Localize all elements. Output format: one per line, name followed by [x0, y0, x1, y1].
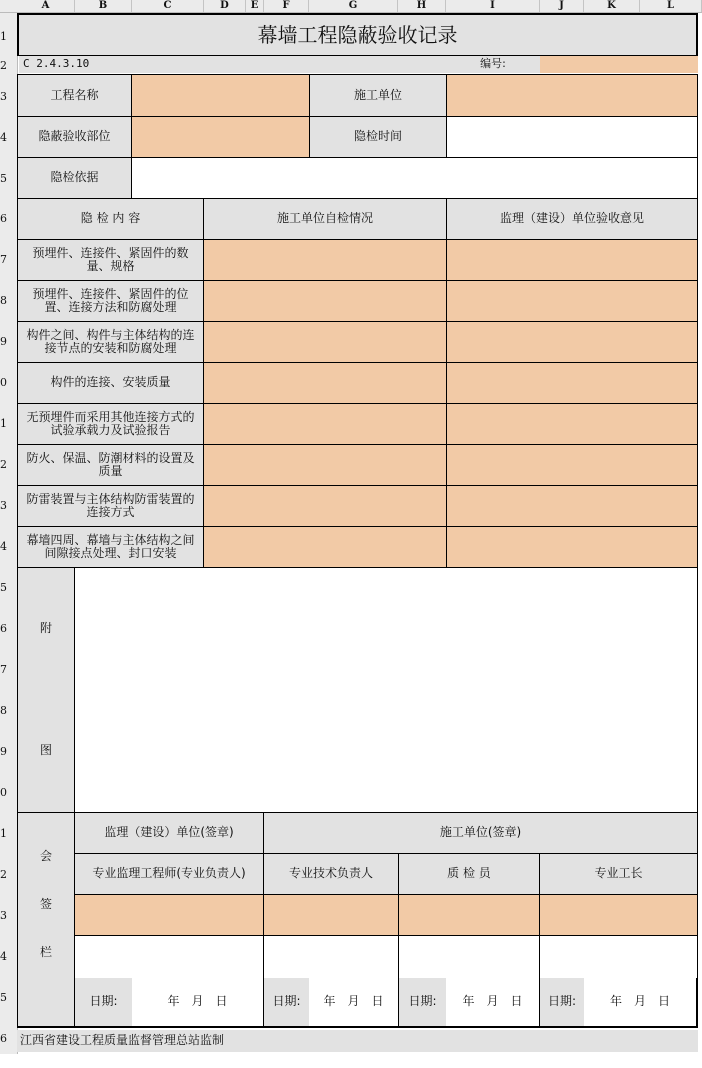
row-header-24[interactable]: 4 — [0, 950, 7, 963]
row-header-22[interactable]: 2 — [0, 868, 7, 881]
column-header-a[interactable]: A — [17, 0, 75, 12]
date-value[interactable]: 年 月 日 — [132, 978, 264, 1028]
column-header-j[interactable]: J — [540, 0, 584, 12]
form-code[interactable]: C 2.4.3.10 — [19, 56, 446, 73]
role-foreman[interactable]: 专业工长 — [540, 854, 698, 895]
item-label[interactable]: 防火、保温、防潮材料的设置及质量 — [17, 445, 204, 486]
item-supervision-input[interactable] — [447, 322, 698, 363]
row-header-1[interactable]: 1 — [0, 30, 7, 43]
column-header-d[interactable]: D — [204, 0, 246, 12]
inspection-time-input[interactable] — [447, 117, 698, 158]
sign-char-3: 栏 — [39, 944, 52, 959]
row-header-14[interactable]: 4 — [0, 540, 7, 553]
row-header-5[interactable]: 5 — [0, 172, 7, 185]
column-header-bar — [0, 0, 702, 13]
construction-unit-seal-label[interactable]: 施工单位(签章) — [264, 813, 698, 854]
column-header-c[interactable]: C — [132, 0, 204, 12]
item-supervision-input[interactable] — [447, 404, 698, 445]
inspection-basis-input[interactable] — [132, 158, 698, 199]
column-header-l[interactable]: L — [640, 0, 702, 12]
item-label[interactable]: 幕墙四周、幕墙与主体结构之间间隙接点处理、封口安装 — [17, 527, 204, 568]
construction-unit-input[interactable] — [447, 74, 698, 117]
column-header-b[interactable]: B — [75, 0, 132, 12]
row-header-10[interactable]: 0 — [0, 376, 7, 389]
row-header-17[interactable]: 7 — [0, 663, 7, 676]
supervision-unit-seal-label[interactable]: 监理（建设）单位(签章) — [75, 813, 264, 854]
item-label[interactable]: 防雷装置与主体结构防雷装置的连接方式 — [17, 486, 204, 527]
item-supervision-input[interactable] — [447, 445, 698, 486]
sign-char-1: 会 — [39, 849, 52, 864]
row-header-11[interactable]: 1 — [0, 417, 7, 430]
item-supervision-input[interactable] — [447, 486, 698, 527]
column-header-g[interactable]: G — [309, 0, 398, 12]
item-self-check-input[interactable] — [204, 404, 447, 445]
signature-input[interactable] — [264, 895, 399, 936]
signature-input[interactable] — [540, 895, 698, 936]
inspection-basis-label[interactable]: 隐检依据 — [17, 158, 132, 199]
column-header-k[interactable]: K — [584, 0, 640, 12]
sign-label — [17, 813, 75, 1028]
attachment-char-2: 图 — [39, 743, 52, 758]
date-value[interactable]: 年 月 日 — [446, 978, 540, 1028]
item-label[interactable]: 构件的连接、安装质量 — [17, 363, 204, 404]
item-supervision-input[interactable] — [447, 527, 698, 568]
item-self-check-input[interactable] — [204, 281, 447, 322]
date-value[interactable]: 年 月 日 — [309, 978, 399, 1028]
column-header-f[interactable]: F — [264, 0, 309, 12]
form-title[interactable]: 幕墙工程隐蔽验收记录 — [17, 13, 698, 56]
row-header-bar — [0, 13, 18, 1054]
item-self-check-input[interactable] — [204, 240, 447, 281]
date-label: 日期: — [399, 978, 446, 1028]
row-header-16[interactable]: 6 — [0, 622, 7, 635]
number-label[interactable]: 编号: — [446, 56, 540, 73]
item-label[interactable]: 预埋件、连接件、紧固件的数量、规格 — [17, 240, 204, 281]
column-header-i[interactable]: I — [446, 0, 540, 12]
row-header-26[interactable]: 6 — [0, 1032, 7, 1045]
attachment-char-1: 附 — [39, 621, 52, 636]
row-header-7[interactable]: 7 — [0, 253, 7, 266]
signature-input[interactable] — [75, 895, 264, 936]
signature-space[interactable] — [264, 936, 399, 978]
item-label[interactable]: 预埋件、连接件、紧固件的位置、连接方法和防腐处理 — [17, 281, 204, 322]
role-supervision-engineer[interactable]: 专业监理工程师(专业负责人) — [75, 854, 264, 895]
row-header-3[interactable]: 3 — [0, 90, 7, 103]
header-self-check[interactable]: 施工单位自检情况 — [204, 199, 447, 240]
item-self-check-input[interactable] — [204, 445, 447, 486]
sign-char-2: 签 — [39, 896, 52, 911]
signature-space[interactable] — [540, 936, 698, 978]
row-header-13[interactable]: 3 — [0, 499, 7, 512]
item-self-check-input[interactable] — [204, 527, 447, 568]
row-header-12[interactable]: 2 — [0, 458, 7, 471]
role-technical-lead[interactable]: 专业技术负责人 — [264, 854, 399, 895]
row-header-21[interactable]: 1 — [0, 827, 7, 840]
signature-space[interactable] — [399, 936, 540, 978]
concealed-part-label[interactable]: 隐蔽验收部位 — [17, 117, 132, 158]
date-label: 日期: — [75, 978, 132, 1028]
row-header-19[interactable]: 9 — [0, 745, 7, 758]
row-header-23[interactable]: 3 — [0, 909, 7, 922]
project-name-input[interactable] — [132, 74, 310, 117]
item-supervision-input[interactable] — [447, 363, 698, 404]
date-value[interactable]: 年 月 日 — [584, 978, 698, 1028]
row-header-20[interactable]: 0 — [0, 786, 7, 799]
footer-issuer[interactable]: 江西省建设工程质量监督管理总站监制 — [17, 1030, 698, 1052]
signature-space[interactable] — [75, 936, 264, 978]
row-header-6[interactable]: 6 — [0, 212, 7, 225]
item-supervision-input[interactable] — [447, 281, 698, 322]
number-input[interactable] — [540, 56, 698, 73]
construction-unit-label[interactable]: 施工单位 — [310, 74, 447, 117]
header-content[interactable]: 隐 检 内 容 — [17, 199, 204, 240]
concealed-part-input[interactable] — [132, 117, 310, 158]
item-self-check-input[interactable] — [204, 363, 447, 404]
inspection-time-label[interactable]: 隐检时间 — [310, 117, 447, 158]
item-self-check-input[interactable] — [204, 322, 447, 363]
row-header-4[interactable]: 4 — [0, 131, 7, 144]
row-header-2[interactable]: 2 — [0, 59, 7, 72]
row-header-8[interactable]: 8 — [0, 294, 7, 307]
attachment-label — [17, 568, 75, 813]
row-header-9[interactable]: 9 — [0, 335, 7, 348]
column-header-e[interactable]: E — [246, 0, 264, 12]
project-name-label[interactable]: 工程名称 — [17, 74, 132, 117]
signature-input[interactable] — [399, 895, 540, 936]
row-header-15[interactable]: 5 — [0, 581, 7, 594]
row-header-25[interactable]: 5 — [0, 991, 7, 1004]
item-label[interactable]: 无预埋件而采用其他连接方式的试验承载力及试验报告 — [17, 404, 204, 445]
date-label: 日期: — [264, 978, 309, 1028]
item-supervision-input[interactable] — [447, 240, 698, 281]
item-self-check-input[interactable] — [204, 486, 447, 527]
date-label: 日期: — [540, 978, 584, 1028]
item-label[interactable]: 构件之间、构件与主体结构的连接节点的安装和防腐处理 — [17, 322, 204, 363]
column-header-h[interactable]: H — [398, 0, 446, 12]
header-supervision[interactable]: 监理（建设）单位验收意见 — [447, 199, 698, 240]
row-header-18[interactable]: 8 — [0, 704, 7, 717]
attachment-area[interactable] — [75, 568, 698, 813]
role-quality-inspector[interactable]: 质 检 员 — [399, 854, 540, 895]
